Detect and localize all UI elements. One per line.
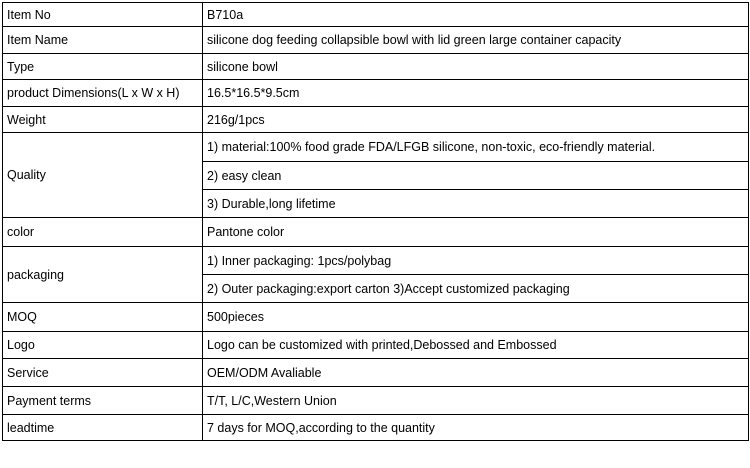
spec-value: 3) Durable,long lifetime: [203, 190, 749, 218]
spec-value: silicone bowl: [203, 54, 749, 80]
spec-row-weight: [3, 107, 749, 133]
spec-value: 16.5*16.5*9.5cm: [203, 80, 749, 107]
spec-label: Payment terms: [3, 387, 203, 415]
spec-value: 2) Outer packaging:export carton 3)Accept customized packaging: [203, 275, 749, 303]
spec-value: 1) material:100% food grade FDA/LFGB silicone, non-toxic, eco-friendly material.: [203, 133, 749, 162]
spec-label: color: [3, 218, 203, 247]
spec-row-color: [3, 218, 749, 247]
spec-row-leadtime: [3, 415, 749, 441]
spec-label: product Dimensions(L x W x H): [3, 80, 203, 107]
spec-row-item-no: [3, 3, 749, 27]
spec-label: Service: [3, 359, 203, 387]
spec-label: Type: [3, 54, 203, 80]
spec-row-type: [3, 54, 749, 80]
spec-value: silicone dog feeding collapsible bowl with lid green large container capacity: [203, 27, 749, 54]
spec-value: T/T, L/C,Western Union: [203, 387, 749, 415]
spec-value: 1) Inner packaging: 1pcs/polybag: [203, 247, 749, 275]
spec-row-item-name: [3, 27, 749, 54]
spec-row-quality: [3, 133, 749, 162]
spec-value: 7 days for MOQ,according to the quantity: [203, 415, 749, 441]
product-spec-table: [2, 2, 749, 441]
spec-row-logo: [3, 332, 749, 359]
spec-row-service: [3, 359, 749, 387]
spec-label: Item No: [3, 3, 203, 27]
spec-label: Logo: [3, 332, 203, 359]
spec-value: 2) easy clean: [203, 162, 749, 190]
spec-label: MOQ: [3, 303, 203, 332]
spec-value: B710a: [203, 3, 749, 27]
spec-row-payment-terms: [3, 387, 749, 415]
spec-value: 500pieces: [203, 303, 749, 332]
spec-label: packaging: [3, 247, 203, 303]
spec-row-packaging: [3, 247, 749, 275]
spec-value: Logo can be customized with printed,Debossed and Embossed: [203, 332, 749, 359]
spec-label: Quality: [3, 133, 203, 218]
spec-row-dimensions: [3, 80, 749, 107]
spec-value: 216g/1pcs: [203, 107, 749, 133]
spec-label: Item Name: [3, 27, 203, 54]
spec-row-moq: [3, 303, 749, 332]
spec-label: Weight: [3, 107, 203, 133]
spec-label: leadtime: [3, 415, 203, 441]
spec-value: Pantone color: [203, 218, 749, 247]
spec-value: OEM/ODM Avaliable: [203, 359, 749, 387]
